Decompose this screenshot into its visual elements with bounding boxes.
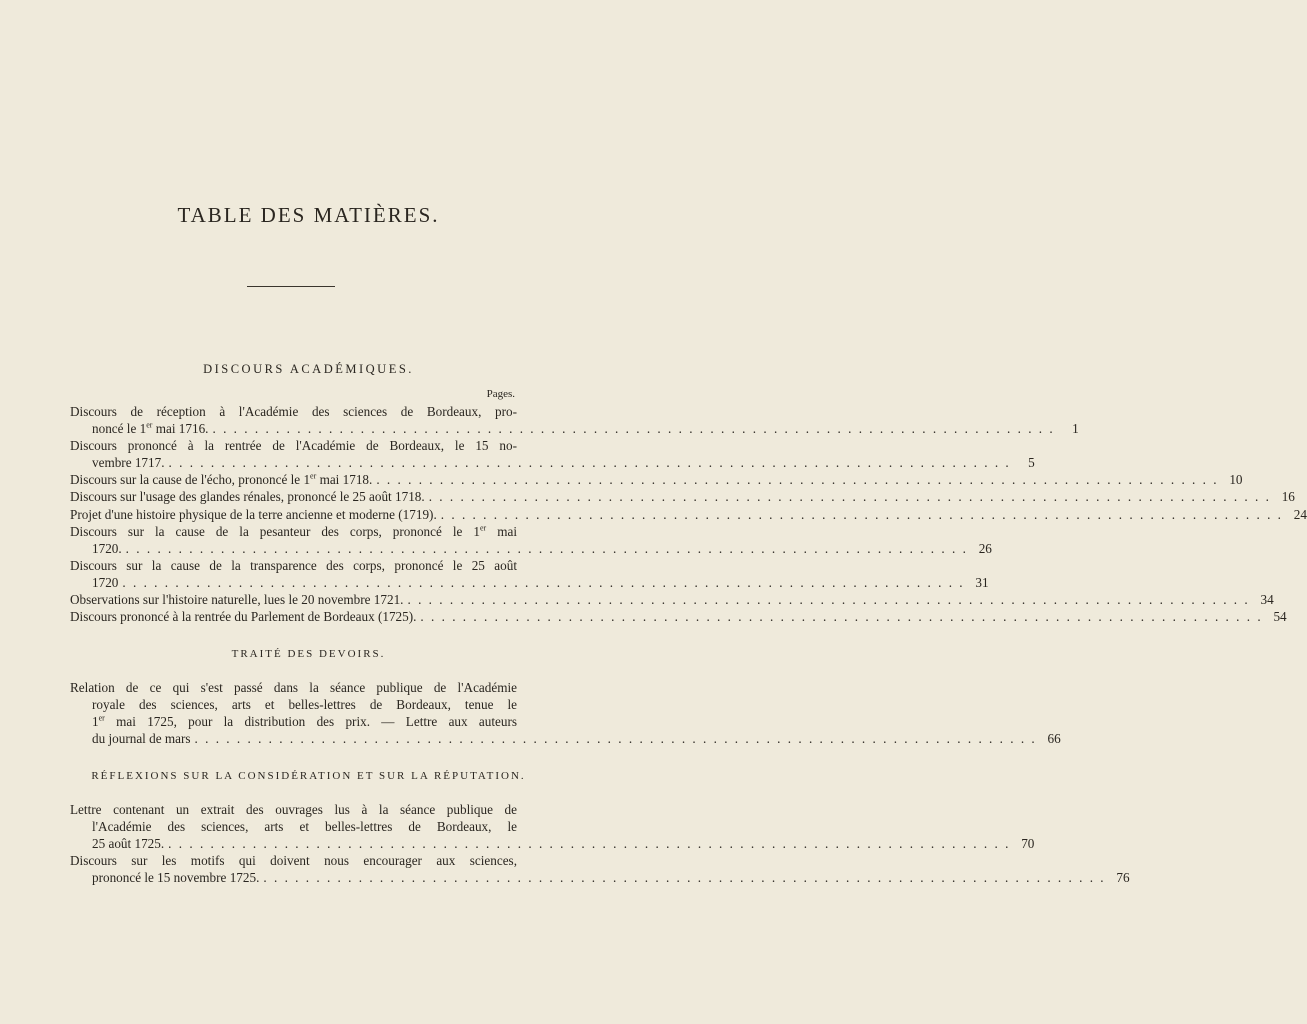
title-rule xyxy=(247,286,335,287)
leader-dots: . . . . . . . . . . . . . . . . . . . . . . . . . . . . . . . . . . . . . . . . . . . . . . . . . . . . . . . . . . . . . . . . . . . . . . . . . . . . . . . . xyxy=(376,472,1219,488)
toc-entry-text: Observations sur l'histoire naturelle, lues le 20 novembre 1721. xyxy=(70,592,404,608)
toc-entry-final-line xyxy=(70,420,1079,437)
page-title: TABLE DES MATIÈRES. xyxy=(177,203,440,227)
toc-entry xyxy=(70,557,989,591)
toc-entry-final-line xyxy=(70,730,1061,747)
leader-dots: . . . . . . . . . . . . . . . . . . . . . . . . . . . . . . . . . . . . . . . . . . . . . . . . . . . . . . . . . . . . . . . . . . . . . . . . . . . . . . . . xyxy=(168,836,1011,852)
leader-dots: . . . . . . . . . . . . . . . . . . . . . . . . . . . . . . . . . . . . . . . . . . . . . . . . . . . . . . . . . . . . . . . . . . . . . . . . . . . . . . . . xyxy=(420,609,1263,625)
toc-page-number: 31 xyxy=(975,574,989,590)
toc-entry xyxy=(70,523,992,557)
toc-entry-line: Discours sur la cause de la transparence des corps, prononcé le 25 août xyxy=(70,557,517,573)
toc-entry-text: Discours sur l'usage des glandes rénales, prononcé le 25 août 1718. xyxy=(70,489,425,505)
toc-page-number: 26 xyxy=(978,540,992,556)
toc-entry-final-line xyxy=(70,869,1130,886)
toc-entry-final-line xyxy=(70,574,989,591)
leader-dots: . . . . . . . . . . . . . . . . . . . . . . . . . . . . . . . . . . . . . . . . . . . . . . . . . . . . . . . . . . . . . . . . . . . . . . . . . . . . . . . . xyxy=(212,421,1055,437)
toc-entry-text: 1720. xyxy=(92,540,122,556)
toc-entry xyxy=(70,608,1287,625)
toc-entry-line: Discours de réception à l'Académie des sciences de Bordeaux, pro- xyxy=(70,404,517,419)
leader-dots: . . . . . . . . . . . . . . . . . . . . . . . . . . . . . . . . . . . . . . . . . . . . . . . . . . . . . . . . . . . . . . . . . . . . . . . . . . . . . . . . xyxy=(168,455,1011,471)
leader-dots: . . . . . . . . . . . . . . . . . . . . . . . . . . . . . . . . . . . . . . . . . . . . . . . . . . . . . . . . . . . . . . . . . . . . . . . . . . . . . . . . xyxy=(125,540,968,556)
toc-entry-line: 1er mai 1725, pour la distribution des prix. — Lettre aux auteurs xyxy=(92,713,517,730)
toc-page-number: 76 xyxy=(1116,870,1130,886)
toc-entry-line: royale des sciences, arts et belles-lettres de Bordeaux, tenue le xyxy=(92,697,517,713)
toc-entry xyxy=(70,852,1130,886)
toc-page-number: 54 xyxy=(1273,609,1287,625)
toc-page-number: 24 xyxy=(1293,506,1307,522)
toc-entry xyxy=(70,591,1274,608)
leader-dots: . . . . . . . . . . . . . . . . . . . . . . . . . . . . . . . . . . . . . . . . . . . . . . . . . . . . . . . . . . . . . . . . . . . . . . . . . . . . . . . . xyxy=(407,592,1250,608)
toc-entry-line: Discours prononcé à la rentrée de l'Académie de Bordeaux, le 15 no- xyxy=(70,438,517,454)
toc-page-number: 10 xyxy=(1229,472,1243,488)
toc-entry-final-line xyxy=(70,471,1243,488)
toc-page-number: 66 xyxy=(1047,731,1061,747)
toc-entry-text: du journal de mars xyxy=(92,731,191,747)
entries-discours xyxy=(70,403,1307,625)
toc-entry-final-line xyxy=(70,540,992,557)
toc-entry-text: Discours prononcé à la rentrée du Parlement de Bordeaux (1725). xyxy=(70,609,417,625)
toc-entry-text: noncé le 1er mai 1716. xyxy=(92,420,209,437)
section-heading-discours: DISCOURS ACADÉMIQUES. xyxy=(203,362,414,376)
leader-dots: . . . . . . . . . . . . . . . . . . . . . . . . . . . . . . . . . . . . . . . . . . . . . . . . . . . . . . . . . . . . . . . . . . . . . . . . . . . . . . . . xyxy=(428,489,1271,505)
toc-entry-line: Lettre contenant un extrait des ouvrages lus à la séance publique de xyxy=(70,802,517,817)
toc-entry-final-line xyxy=(70,591,1274,608)
toc-entry-text: vembre 1717. xyxy=(92,455,165,471)
section-heading-reflexions: RÉFLEXIONS SUR LA CONSIDÉRATION ET SUR LA RÉPUTATION. xyxy=(91,770,526,782)
toc-entry xyxy=(70,506,1307,523)
entries-reflexions xyxy=(70,801,1130,886)
toc-entry xyxy=(70,471,1243,488)
toc-entry-text: Projet d'une histoire physique de la terre ancienne et moderne (1719). xyxy=(70,506,437,522)
leader-dots: . . . . . . . . . . . . . . . . . . . . . . . . . . . . . . . . . . . . . . . . . . . . . . . . . . . . . . . . . . . . . . . . . . . . . . . . . . . . . . . . xyxy=(194,731,1037,747)
toc-entry-final-line xyxy=(70,835,1035,852)
section-heading-traite: TRAITÉ DES DEVOIRS. xyxy=(231,648,386,660)
toc-page-number: 16 xyxy=(1281,489,1295,505)
toc-entry-final-line xyxy=(70,506,1307,523)
toc-page-number: 1 xyxy=(1072,421,1079,437)
toc-page-number: 34 xyxy=(1260,592,1274,608)
pages-label: Pages. xyxy=(486,388,515,400)
toc-entry-text: 25 août 1725. xyxy=(92,836,165,852)
toc-entry-line: Discours sur la cause de la pesanteur des corps, prononcé le 1er mai xyxy=(70,523,518,539)
toc-entry xyxy=(70,679,1061,747)
toc-page-number: 70 xyxy=(1021,836,1035,852)
toc-entry xyxy=(70,403,1079,437)
toc-entry-final-line xyxy=(70,454,1035,471)
leader-dots: . . . . . . . . . . . . . . . . . . . . . . . . . . . . . . . . . . . . . . . . . . . . . . . . . . . . . . . . . . . . . . . . . . . . . . . . . . . . . . . . xyxy=(263,870,1106,886)
toc-entry-line: Relation de ce qui s'est passé dans la séance publique de l'Académie xyxy=(70,680,517,695)
toc-entry-line: l'Académie des sciences, arts et belles-lettres de Bordeaux, le xyxy=(92,819,517,835)
leader-dots: . . . . . . . . . . . . . . . . . . . . . . . . . . . . . . . . . . . . . . . . . . . . . . . . . . . . . . . . . . . . . . . . . . . . . . . . . . . . . . . . xyxy=(122,574,965,590)
toc-entry-text: Discours sur la cause de l'écho, prononcé le 1er mai 1718. xyxy=(70,471,373,488)
toc-entry xyxy=(70,801,1035,852)
toc-entry xyxy=(70,488,1295,505)
toc-page-number: 5 xyxy=(1028,455,1035,471)
toc-entry-line: Discours sur les motifs qui doivent nous encourager aux sciences, xyxy=(70,853,517,869)
toc-entry-text: 1720 xyxy=(92,574,119,590)
toc-entry xyxy=(70,437,1035,471)
toc-entry-final-line xyxy=(70,488,1295,505)
leader-dots: . . . . . . . . . . . . . . . . . . . . . . . . . . . . . . . . . . . . . . . . . . . . . . . . . . . . . . . . . . . . . . . . . . . . . . . . . . . . . . . . xyxy=(440,506,1283,522)
toc-entry-final-line xyxy=(70,608,1287,625)
entries-traite xyxy=(70,679,1061,747)
toc-entry-text: prononcé le 15 novembre 1725. xyxy=(92,870,260,886)
